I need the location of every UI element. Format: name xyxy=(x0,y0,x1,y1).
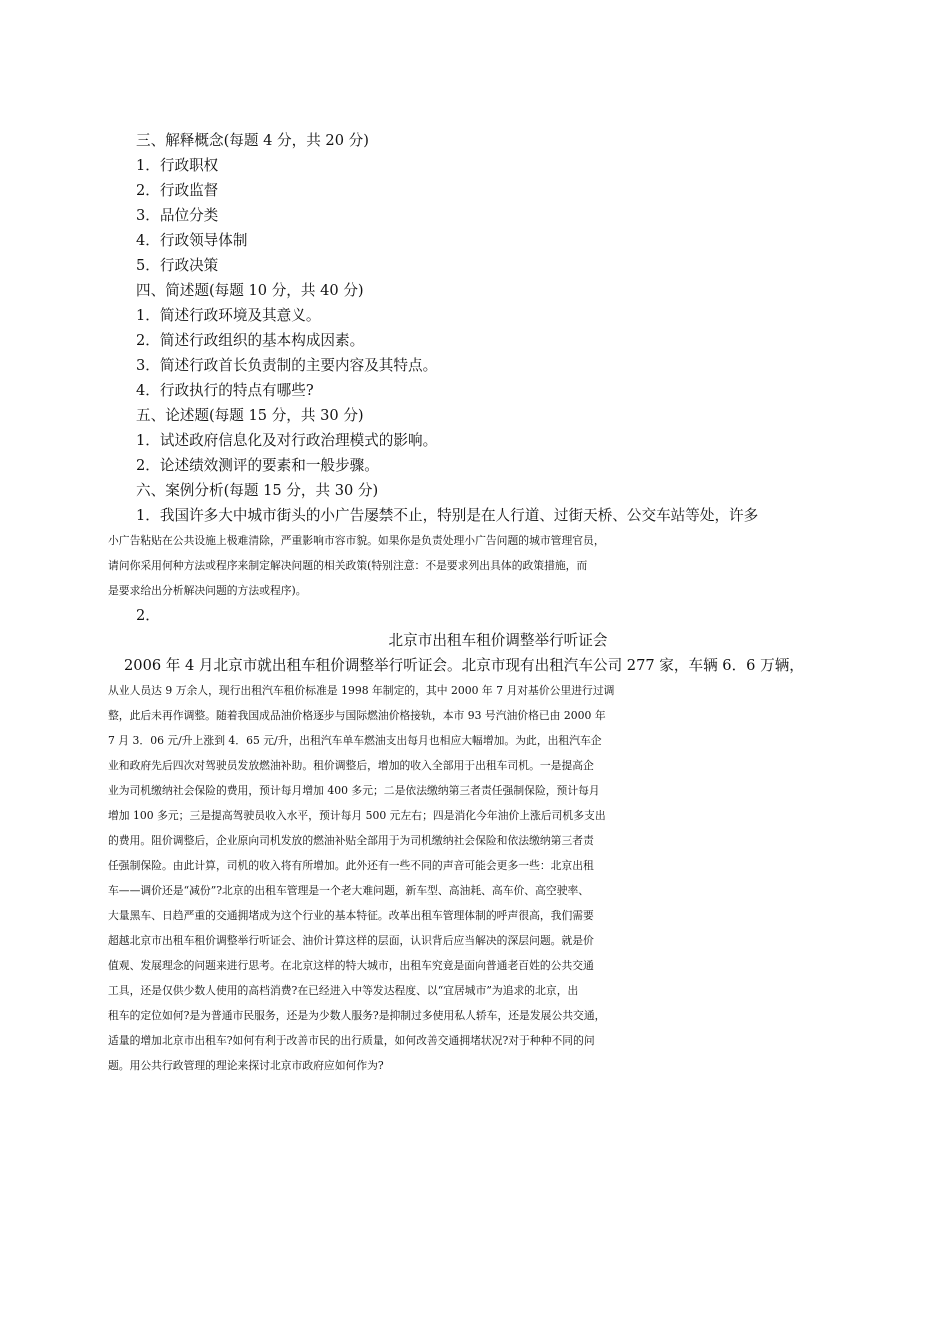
exam-page xyxy=(108,128,860,1078)
case2-number: 2． xyxy=(136,607,160,624)
case2-line: 工具，还是仅供少数人使用的高档消费?在已经进入中等发达程度、以“宜居城市”为追求的北京，出 xyxy=(108,984,579,997)
question-item: 2．简述行政组织的基本构成因素。 xyxy=(136,332,365,349)
question-item: 3．品位分类 xyxy=(136,207,219,224)
question-item: 1．行政职权 xyxy=(136,157,219,174)
section-heading: 四、简述题(每题 10 分，共 40 分) xyxy=(136,282,364,299)
case2-line: 适量的增加北京市出租车?如何有利于改善市民的出行质量，如何改善交通拥堵状况?对于种种不同的问 xyxy=(108,1034,595,1047)
case2-line: 的费用。阻价调整后，企业原向司机发放的燃油补贴全部用于为司机缴纳社会保险和依法缴纳第三者责 xyxy=(108,834,594,847)
case2-line: 大量黑车、日趋严重的交通拥堵成为这个行业的基本特征。改革出租车管理体制的呼声很高，我们需要 xyxy=(108,909,594,922)
case1-line: 小广告粘贴在公共设施上极难清除，严重影响市容市貌。如果你是负责处理小广告问题的城市管理官员， xyxy=(108,534,605,547)
question-item: 2．行政监督 xyxy=(136,182,219,199)
case2-line: 值观、发展理念的问题来进行思考。在北京这样的特大城市，出租车究竟是面向普通老百姓的公共交通 xyxy=(108,959,594,972)
question-item: 1．试述政府信息化及对行政治理模式的影响。 xyxy=(136,432,438,449)
question-item: 2．论述绩效测评的要素和一般步骤。 xyxy=(136,457,379,474)
case2-line: 车——调价还是“减份”?北京的出租车管理是一个老大难问题，新车型、高油耗、高车价、高空驶率、 xyxy=(108,884,590,897)
case2-line: 业为司机缴纳社会保险的费用，预计每月增加 400 多元；二是依法缴纳第三者责任强制保险，预计每月 xyxy=(108,784,600,797)
case2-line: 7 月 3．06 元/升上涨到 4．65 元/升，出租汽车单车燃油支出每月也相应大幅增加。为此，出租汽车企 xyxy=(108,734,602,747)
case2-line: 业和政府先后四次对驾驶员发放燃油补助。租价调整后，增加的收入全部用于出租车司机。一是提高企 xyxy=(108,759,594,772)
question-item: 1．简述行政环境及其意义。 xyxy=(136,307,321,324)
case1-line: 1．我国许多大中城市街头的小广告屡禁不止，特别是在人行道、过街天桥、公交车站等处，许多 xyxy=(136,507,759,524)
case2-line: 2006 年 4 月北京市就出租车租价调整举行听证会。北京市现有出租汽车公司 277 家，车辆 6．6 万辆， xyxy=(124,657,804,674)
case2-line: 从业人员达 9 万余人，现行出租汽车租价标准是 1998 年制定的，其中 2000 年 7 月对基价公里进行过调 xyxy=(108,684,615,697)
case2-line: 整，此后未再作调整。随着我国成品油价格逐步与国际燃油价格接轨，本市 93 号汽油价格已由 2000 年 xyxy=(108,709,606,722)
case2-title: 北京市出租车租价调整举行听证会 xyxy=(388,632,608,649)
section-heading: 五、论述题(每题 15 分，共 30 分) xyxy=(136,407,364,424)
case2-line: 任强制保险。由此计算，司机的收入将有所增加。此外还有一些不同的声音可能会更多一些：北京出租 xyxy=(108,859,594,872)
case1-line: 是要求给出分析解决问题的方法或程序)。 xyxy=(108,584,307,597)
section-heading: 三、解释概念(每题 4 分，共 20 分) xyxy=(136,132,369,149)
case2-line: 超越北京市出租车租价调整举行听证会、油价计算这样的层面，认识背后应当解决的深层问题。就是价 xyxy=(108,934,594,947)
case1-line: 请问你采用何种方法或程序来制定解决问题的相关政策(特别注意：不是要求列出具体的政策措施，而 xyxy=(108,559,588,572)
question-item: 3．简述行政首长负责制的主要内容及其特点。 xyxy=(136,357,438,374)
case2-line: 题。用公共行政管理的理论来探讨北京市政府应如何作为? xyxy=(108,1059,384,1072)
case2-line: 增加 100 多元；三是提高驾驶员收入水平，预计每月 500 元左右；四是消化今年油价上涨后司机多支出 xyxy=(108,809,606,822)
question-item: 4．行政领导体制 xyxy=(136,232,248,249)
section-heading: 六、案例分析(每题 15 分，共 30 分) xyxy=(136,482,379,499)
question-item: 5．行政决策 xyxy=(136,257,219,274)
case2-line: 租车的定位如何?是为普通市民服务，还是为少数人服务?是抑制过多使用私人轿车，还是发展公共交通， xyxy=(108,1009,606,1022)
question-item: 4．行政执行的特点有哪些? xyxy=(136,382,314,399)
